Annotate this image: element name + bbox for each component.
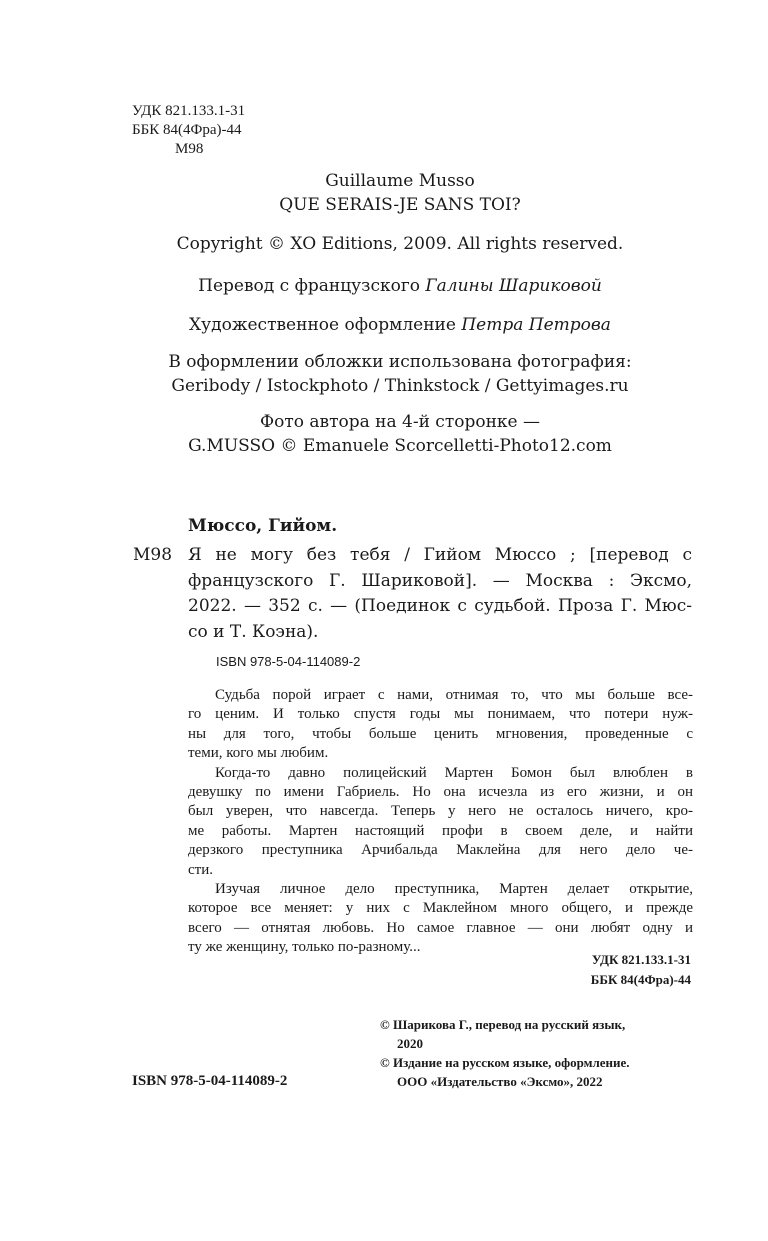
edition-copyright-line-1: © Издание на русском языке, оформление.: [380, 1055, 630, 1070]
original-title: QUE SERAIS-JE SANS TOI?: [279, 195, 521, 215]
annotation-line: которое все меняет: у них с Маклейном много общего, и прежде: [188, 900, 693, 917]
annotation-udk: УДК 821.133.1-31: [591, 952, 691, 967]
original-author: Guillaume Musso: [325, 171, 475, 191]
annotation-line: ны для того, чтобы больше ценить мгновения, проведенные с: [188, 725, 693, 742]
annotation-line: ме работы. Мартен настоящий профи в своем деле, и найти: [188, 822, 693, 839]
art-design-credit: [100, 313, 700, 337]
copyright-line: Copyright © XO Editions, 2009. All rights reserved.: [176, 234, 624, 254]
designer-name: Петра Петрова: [461, 315, 611, 335]
entry-author: Мюссо, Гийом.: [188, 516, 338, 536]
catalog-codes: [132, 102, 245, 159]
footer-isbn: ISBN 978-5-04-114089-2: [132, 1073, 288, 1089]
annotation: [188, 686, 693, 958]
annotation-line: го ценим. И только спустя годы мы понимаем, что потери нуж-: [188, 706, 693, 723]
annotation-line: девушку по имени Габриель. Но она исчезла из его жизни, и он: [188, 784, 693, 801]
author-sign: М98: [175, 141, 204, 157]
cover-photo-credit: [100, 350, 700, 398]
annotation-line: ту же женщину, только по-разному...: [188, 939, 421, 956]
translation-credit: [100, 274, 700, 298]
entry-title: [188, 543, 692, 645]
bbk-code: ББК 84(4Фра)-44: [132, 122, 242, 138]
annotation-line: Изучая личное дело преступника, Мартен делает открытие,: [215, 881, 693, 898]
entry-title-line: французского Г. Шариковой]. — Москва : Эксмо,: [188, 570, 692, 591]
annotation-line: Когда-то давно полицейский Мартен Бомон был влюблен в: [215, 764, 693, 781]
translator-name: Галины Шариковой: [425, 276, 602, 296]
annotation-line: сти.: [188, 861, 213, 878]
edition-copyright-line-2: ООО «Издательство «Эксмо», 2022: [397, 1074, 603, 1089]
cover-photo-line-2: Geribody / Istockphoto / Thinkstock / Gettyimages.ru: [171, 376, 629, 396]
translation-copyright-line-1: © Шарикова Г., перевод на русский язык,: [380, 1017, 626, 1032]
original-edition: [100, 169, 700, 217]
author-photo-line-1: Фото автора на 4-й сторонке —: [259, 412, 541, 432]
annotation-line: Судьба порой играет с нами, отнимая то, что мы больше все-: [215, 687, 693, 703]
cover-photo-line-1: В оформлении обложки использована фотография:: [168, 352, 632, 372]
annotation-bbk: ББК 84(4Фра)-44: [590, 972, 691, 987]
copyright-notice: [100, 232, 700, 256]
entry-title-line: со и Т. Коэна).: [188, 621, 319, 642]
footer-copyrights: [380, 1015, 700, 1091]
annotation-line: теми, кого мы любим.: [188, 745, 329, 762]
annotation-line: был уверен, что навсегда. Теперь у него не осталось ничего, кро-: [188, 803, 693, 820]
annotation-class-codes: [591, 950, 691, 990]
author-photo-credit: [100, 410, 700, 458]
annotation-line: дерзкого преступника Арчибальда Маклейна для него дело че-: [188, 842, 693, 859]
translation-copyright-line-2: 2020: [397, 1036, 423, 1051]
entry-title-line: Я не могу без тебя / Гийом Мюссо ; [перевод с: [188, 545, 692, 565]
entry-isbn: ISBN 978-5-04-114089-2: [216, 654, 361, 669]
annotation-line: всего — отнятая любовь. Но самое главное — они любят одну и: [188, 919, 693, 936]
art-design-prefix: Художественное оформление: [189, 315, 456, 335]
author-photo-line-2: G.MUSSO © Emanuele Scorcelletti-Photo12.com: [188, 436, 612, 456]
translation-prefix: Перевод с французского: [198, 276, 420, 296]
entry-title-line: 2022. — 352 с. — (Поединок с судьбой. Проза Г. Мюс-: [188, 596, 692, 616]
entry-code: М98: [133, 545, 173, 565]
udk-code: УДК 821.133.1-31: [132, 103, 246, 119]
